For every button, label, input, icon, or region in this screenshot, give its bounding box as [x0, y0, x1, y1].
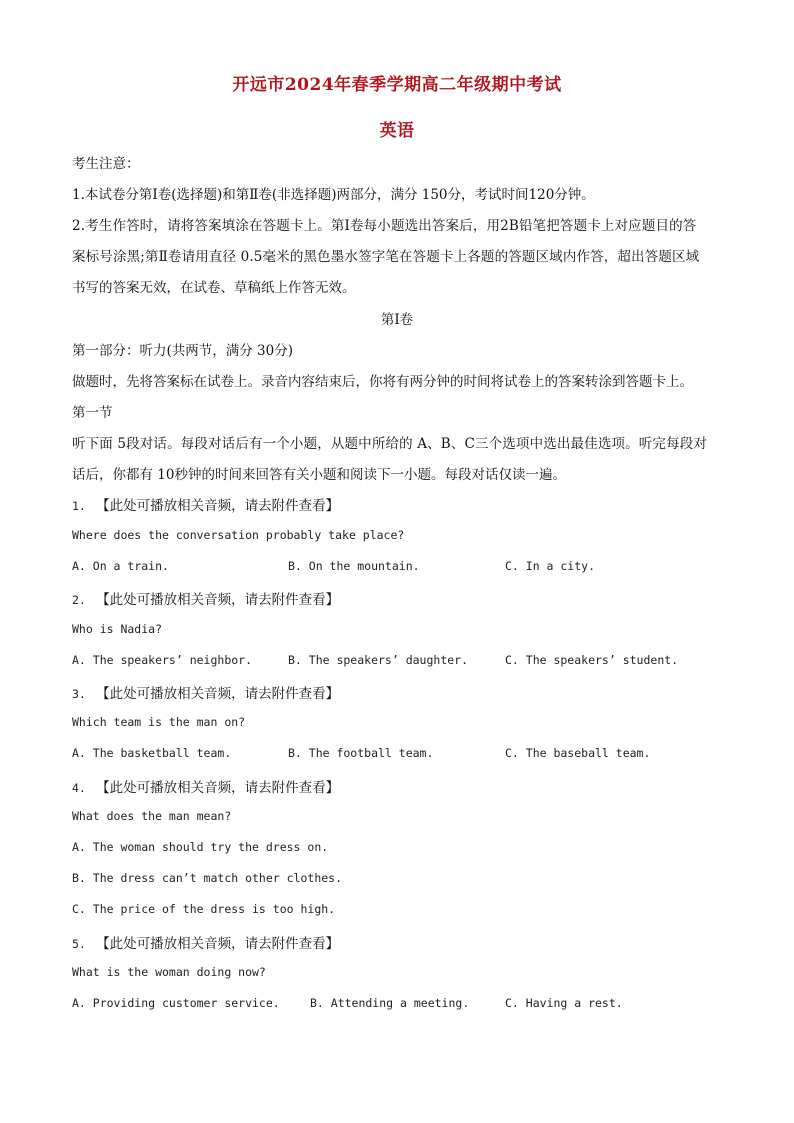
audio-placeholder-link[interactable]: 【此处可播放相关音频，请去附件查看】 — [96, 686, 340, 702]
volume-title: 第Ⅰ卷 — [380, 312, 414, 328]
question-text: What is the woman doing now? — [72, 965, 266, 979]
section-title: 第一节 — [72, 405, 113, 421]
option-b[interactable]: B. Attending a meeting. — [310, 996, 470, 1010]
question-audio-row — [72, 776, 724, 796]
question-audio-row — [72, 588, 724, 608]
question-number: 2. — [72, 593, 86, 607]
question-audio-row — [72, 932, 724, 952]
option-b[interactable]: B. The speakers’ daughter. — [288, 653, 469, 667]
question-number: 3. — [72, 687, 86, 701]
exam-title: 开远市2024年春季学期高二年级期中考试 — [232, 75, 562, 95]
question-text: Where does the conversation probably take place? — [72, 528, 405, 542]
notice-item-2-line-2: 案标号涂黑;第Ⅱ卷请用直径 0.5毫米的黑色墨水签字笔在答题卡上各题的答题区域内作答，超出答题区域 — [72, 249, 700, 265]
audio-placeholder-link[interactable]: 【此处可播放相关音频，请去附件查看】 — [96, 780, 340, 796]
section-desc-line-2: 话后，你都有 10秒钟的时间来回答有关小题和阅读下一小题。每段对话仅读一遍。 — [72, 467, 566, 483]
notice-item-2-line-3: 书写的答案无效，在试卷、草稿纸上作答无效。 — [72, 280, 356, 296]
option-c[interactable]: C. The baseball team. — [505, 746, 651, 760]
audio-placeholder-link[interactable]: 【此处可播放相关音频，请去附件查看】 — [96, 498, 340, 514]
question-audio-row — [72, 494, 724, 514]
notice-heading: 考生注意： — [72, 156, 140, 172]
audio-placeholder-link[interactable]: 【此处可播放相关音频，请去附件查看】 — [96, 592, 340, 608]
option-b[interactable]: B. The dress can’t match other clothes. — [72, 871, 343, 885]
question-text: Which team is the man on? — [72, 715, 246, 729]
question-number: 4. — [72, 781, 86, 795]
option-c[interactable]: C. The price of the dress is too high. — [72, 902, 336, 916]
option-a[interactable]: A. The basketball team. — [72, 746, 232, 760]
part1-heading: 第一部分：听力(共两节，满分 30分) — [72, 343, 294, 359]
question-number: 5. — [72, 937, 86, 951]
question-number: 1. — [72, 499, 86, 513]
option-b[interactable]: B. On the mountain. — [288, 559, 420, 573]
option-c[interactable]: C. In a city. — [505, 559, 596, 573]
option-c[interactable]: C. The speakers’ student. — [505, 653, 679, 667]
section-desc-line-1: 听下面 5段对话。每段对话后有一个小题，从题中所给的 A、B、C三个选项中选出最佳选项。听完每段对 — [72, 436, 708, 452]
option-c[interactable]: C. Having a rest. — [505, 996, 623, 1010]
option-a[interactable]: A. The speakers’ neighbor. — [72, 653, 253, 667]
option-b[interactable]: B. The football team. — [288, 746, 434, 760]
question-text: What does the man mean? — [72, 809, 232, 823]
question-text: Who is Nadia? — [72, 622, 163, 636]
option-a[interactable]: A. On a train. — [72, 559, 169, 573]
notice-item-2-line-1: 2.考生作答时，请将答案填涂在答题卡上。第Ⅰ卷每小题选出答案后，用2B铅笔把答题卡上对应题目的答 — [72, 218, 697, 234]
audio-placeholder-link[interactable]: 【此处可播放相关音频，请去附件查看】 — [96, 936, 340, 952]
option-a[interactable]: A. Providing customer service. — [72, 996, 280, 1010]
option-a[interactable]: A. The woman should try the dress on. — [72, 840, 329, 854]
part1-instruction: 做题时，先将答案标在试卷上。录音内容结束后，你将有两分钟的时间将试卷上的答案转涂到答题卡上。 — [72, 374, 693, 390]
subject-title: 英语 — [379, 121, 415, 141]
question-audio-row — [72, 682, 724, 702]
notice-item-1: 1.本试卷分第Ⅰ卷(选择题)和第Ⅱ卷(非选择题)两部分，满分 150分，考试时间120分钟。 — [72, 187, 595, 203]
